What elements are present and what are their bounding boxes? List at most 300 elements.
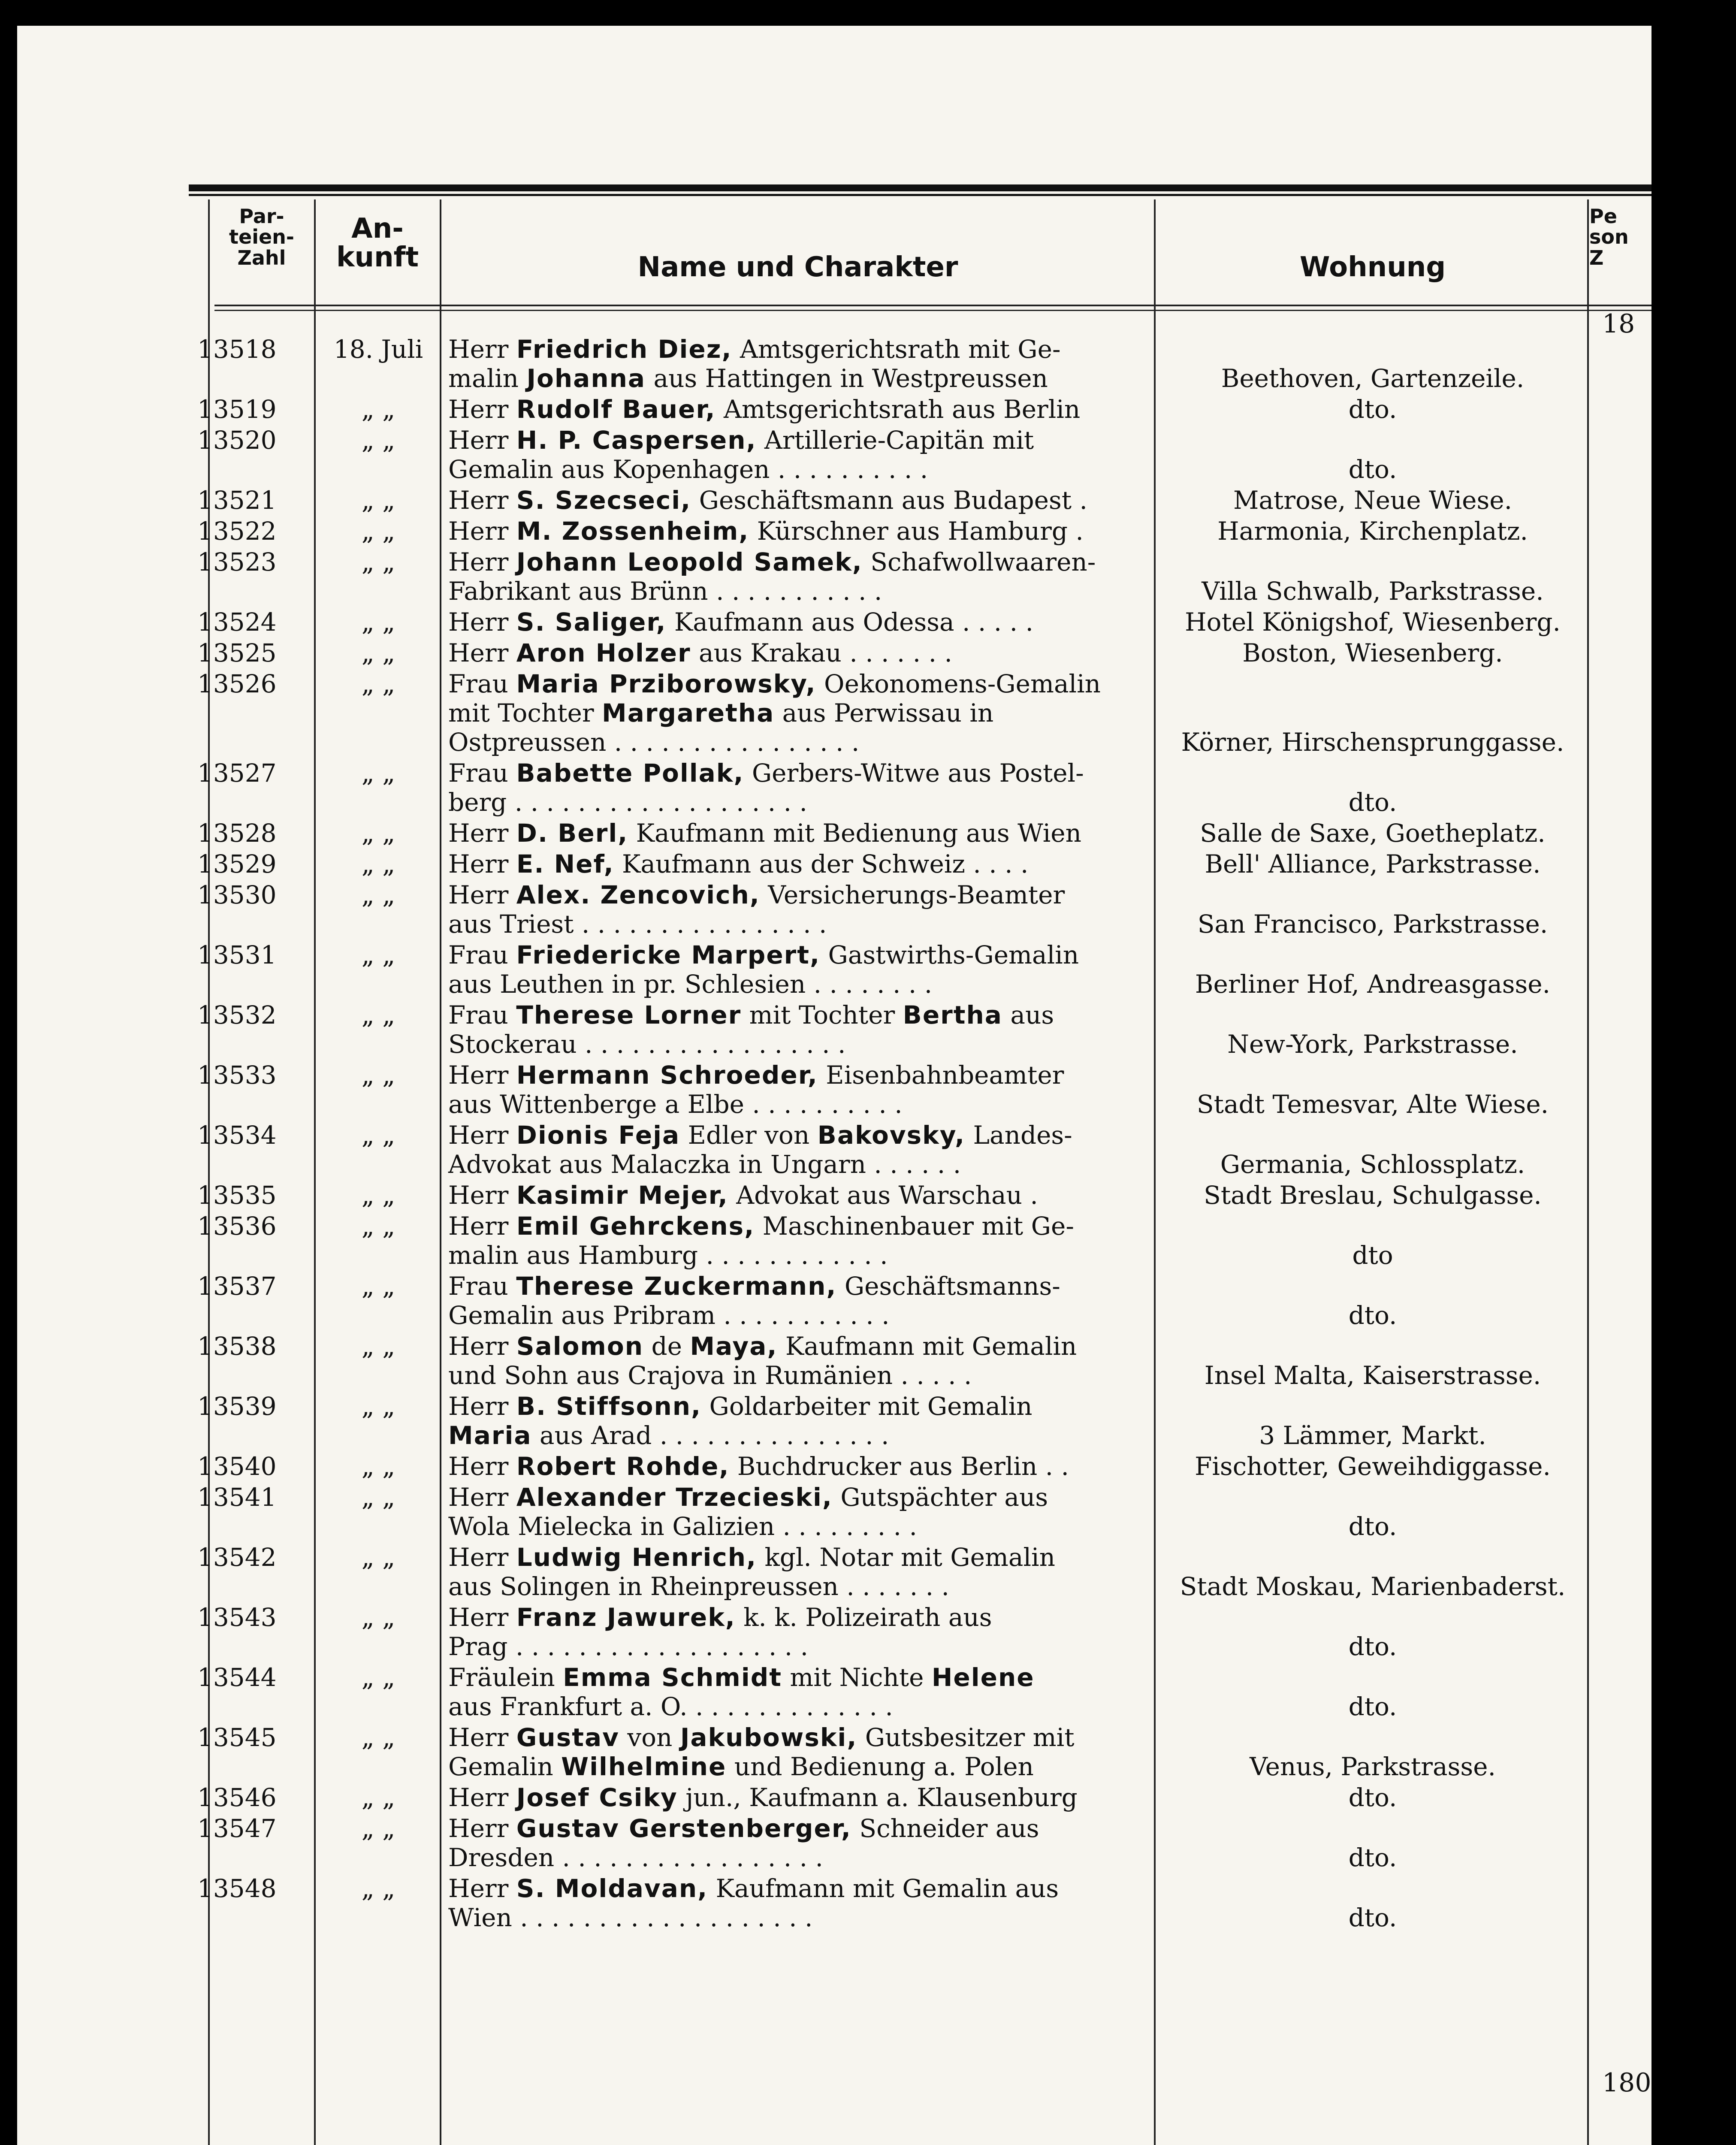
scan-edge <box>1651 0 1736 2145</box>
header-text: son <box>1589 225 1629 249</box>
entry-text: Advokat aus Warschau . <box>728 1181 1038 1210</box>
wohnung: dto. <box>1348 788 1397 817</box>
table-row <box>17 1332 1651 1390</box>
entry-line <box>448 970 1152 999</box>
entry-line <box>448 1421 1152 1450</box>
person-name: Alexander Trzecieski, <box>516 1483 833 1512</box>
entry-line <box>448 1030 1152 1059</box>
ankunft: „ „ <box>361 819 396 848</box>
entry-line <box>448 1000 1152 1030</box>
parteien-zahl: 13541 <box>197 1483 277 1512</box>
wohnung: Germania, Schlossplatz. <box>1220 1150 1525 1179</box>
name-und-charakter <box>448 607 1152 637</box>
entry-text: aus Triest . . . . . . . . . . . . . . . . <box>448 909 827 939</box>
header-rule <box>214 305 1651 306</box>
wohnung: Fischotter, Geweihdiggasse. <box>1195 1452 1551 1481</box>
ankunft: „ „ <box>361 880 396 909</box>
name-und-charakter <box>448 849 1152 879</box>
person-name: Margaretha <box>602 698 775 728</box>
entry-text: jun., Kaufmann a. Klausenburg <box>677 1783 1078 1812</box>
wohnung: dto. <box>1348 395 1397 424</box>
wohnung: Villa Schwalb, Parkstrasse. <box>1202 577 1544 606</box>
entry-text: Geschäftsmann aus Budapest . <box>691 486 1087 515</box>
name-und-charakter <box>448 1272 1152 1330</box>
table-row <box>17 1121 1651 1179</box>
ankunft: „ „ <box>361 547 396 577</box>
entry-text: Herr <box>448 1332 516 1361</box>
name-und-charakter <box>448 819 1152 848</box>
ankunft: „ „ <box>361 1211 396 1241</box>
name-und-charakter <box>448 335 1152 393</box>
name-und-charakter <box>448 1723 1152 1781</box>
entry-text: Herr <box>448 849 516 879</box>
table-row <box>17 1483 1651 1541</box>
entry-text: Schneider aus <box>851 1814 1039 1843</box>
parteien-zahl: 13535 <box>197 1181 277 1210</box>
person-name: Therese Zuckermann, <box>516 1272 837 1301</box>
person-name: Maria <box>448 1421 532 1450</box>
entry-text: mit Nichte <box>782 1663 932 1692</box>
entry-text: aus Wittenberge a Elbe . . . . . . . . . . <box>448 1090 903 1119</box>
entry-line <box>448 1572 1152 1601</box>
wohnung: Beethoven, Gartenzeile. <box>1221 364 1525 393</box>
entry-text: Kaufmann mit Bedienung aus Wien <box>628 819 1081 848</box>
table-row <box>17 638 1651 668</box>
entry-text: Herr <box>448 1603 516 1632</box>
person-name: Helene <box>931 1663 1035 1692</box>
parteien-zahl: 13528 <box>197 819 277 848</box>
table-row <box>17 1392 1651 1450</box>
entry-line <box>448 1241 1152 1270</box>
person-name: Johanna <box>526 364 646 393</box>
entry-text: Herr <box>448 1452 516 1481</box>
ankunft: „ „ <box>361 1543 396 1572</box>
entry-text: Buchdrucker aus Berlin . . <box>729 1452 1069 1481</box>
entry-text: aus Leuthen in pr. Schlesien . . . . . . . . <box>448 970 933 999</box>
entry-text: Herr <box>448 547 516 577</box>
margin-number-bottom: 180 <box>1602 2068 1651 2098</box>
parteien-zahl: 13536 <box>197 1211 277 1241</box>
wohnung: Insel Malta, Kaiserstrasse. <box>1204 1361 1541 1390</box>
table-row <box>17 1211 1651 1270</box>
entry-text: Herr <box>448 1060 516 1090</box>
parteien-zahl: 13533 <box>197 1060 277 1090</box>
table-row <box>17 1181 1651 1210</box>
entry-line <box>448 1121 1152 1150</box>
entry-text: aus Frankfurt a. O. . . . . . . . . . . . . . <box>448 1692 893 1721</box>
parteien-zahl: 13525 <box>197 638 277 668</box>
entry-text: malin aus Hamburg . . . . . . . . . . . . <box>448 1241 888 1270</box>
table-row <box>17 758 1651 817</box>
person-name: Josef Csiky <box>516 1783 678 1812</box>
parteien-zahl: 13527 <box>197 758 277 788</box>
ankunft: „ „ <box>361 395 396 424</box>
entry-text: Kaufmann mit Gemalin aus <box>708 1874 1059 1903</box>
name-und-charakter <box>448 547 1152 606</box>
wohnung: New-York, Parkstrasse. <box>1227 1030 1518 1059</box>
entry-text: aus Solingen in Rheinpreussen . . . . . . . <box>448 1572 949 1601</box>
table-row <box>17 819 1651 848</box>
table-row <box>17 1272 1651 1330</box>
entry-text: Geschäftsmanns- <box>836 1272 1060 1301</box>
entry-text: aus <box>1002 1000 1054 1030</box>
entry-text: von <box>619 1723 680 1752</box>
entry-line <box>448 364 1152 393</box>
name-und-charakter <box>448 1392 1152 1450</box>
entry-text: Gemalin aus Pribram . . . . . . . . . . . <box>448 1301 890 1330</box>
name-und-charakter <box>448 1814 1152 1872</box>
header-rule-thin <box>214 310 1651 311</box>
person-name: S. Moldavan, <box>516 1874 708 1903</box>
name-und-charakter <box>448 426 1152 484</box>
parteien-zahl: 13526 <box>197 669 277 698</box>
entry-line <box>448 1090 1152 1119</box>
entry-line <box>448 1632 1152 1661</box>
entry-text: Gastwirths-Gemalin <box>820 940 1079 970</box>
name-und-charakter <box>448 669 1152 757</box>
name-und-charakter <box>448 517 1152 546</box>
name-und-charakter <box>448 1663 1152 1721</box>
entry-line <box>448 1603 1152 1632</box>
ankunft: „ „ <box>361 1663 396 1692</box>
entry-text: de <box>643 1332 690 1361</box>
parteien-zahl: 13538 <box>197 1332 277 1361</box>
top-rule <box>189 184 1651 191</box>
person-name: Bertha <box>903 1000 1002 1030</box>
wohnung: Körner, Hirschensprunggasse. <box>1181 728 1564 757</box>
parteien-zahl: 13532 <box>197 1000 277 1030</box>
entry-text: Herr <box>448 1121 516 1150</box>
entry-line <box>448 1783 1152 1812</box>
name-und-charakter <box>448 1000 1152 1059</box>
person-name: Therese Lorner <box>516 1000 742 1030</box>
header-text: Z <box>1589 246 1604 269</box>
entry-text: Herr <box>448 1483 516 1512</box>
entry-text: Maschinenbauer mit Ge- <box>755 1211 1074 1241</box>
person-name: Aron Holzer <box>516 638 691 668</box>
entry-line <box>448 1301 1152 1330</box>
person-name: Hermann Schroeder, <box>516 1060 818 1090</box>
entry-line <box>448 1814 1152 1843</box>
wohnung: San Francisco, Parkstrasse. <box>1197 909 1548 939</box>
name-und-charakter <box>448 1211 1152 1270</box>
ankunft: „ „ <box>361 1332 396 1361</box>
name-und-charakter <box>448 940 1152 999</box>
ankunft: „ „ <box>361 517 396 546</box>
entry-text: Frau <box>448 940 516 970</box>
entry-text: Herr <box>448 1181 516 1210</box>
parteien-zahl: 13529 <box>197 849 277 879</box>
wohnung: Berliner Hof, Andreasgasse. <box>1195 970 1551 999</box>
ankunft: „ „ <box>361 607 396 637</box>
entry-text: Ostpreussen . . . . . . . . . . . . . . . . <box>448 728 860 757</box>
parteien-zahl: 13548 <box>197 1874 277 1903</box>
table-row <box>17 486 1651 515</box>
parteien-zahl: 13544 <box>197 1663 277 1692</box>
parteien-zahl: 13518 <box>197 335 277 364</box>
ankunft: „ „ <box>361 849 396 879</box>
entry-text: Wola Mielecka in Galizien . . . . . . . . . <box>448 1512 917 1541</box>
entry-text: Gemalin aus Kopenhagen . . . . . . . . . . <box>448 455 928 484</box>
parteien-zahl: 13523 <box>197 547 277 577</box>
table-row <box>17 607 1651 637</box>
entry-line <box>448 728 1152 757</box>
entry-text: Kaufmann aus der Schweiz . . . . <box>614 849 1029 879</box>
table-row <box>17 1783 1651 1812</box>
entry-line <box>448 1272 1152 1301</box>
entry-line <box>448 1543 1152 1572</box>
entry-text: Gutspächter aus <box>832 1483 1048 1512</box>
entry-text: Amtsgerichtsrath mit Ge- <box>732 335 1061 364</box>
header-text: An- <box>351 213 404 245</box>
person-name: S. Szecseci, <box>516 486 691 515</box>
entry-line <box>448 577 1152 606</box>
entry-text: Schafwollwaaren- <box>862 547 1096 577</box>
table-row <box>17 1452 1651 1481</box>
ankunft: „ „ <box>361 486 396 515</box>
table-row <box>17 940 1651 999</box>
header-text: kunft <box>336 242 419 274</box>
entry-text: und Bedienung a. Polen <box>726 1752 1034 1781</box>
register-page <box>17 26 1651 2145</box>
person-name: Jakubowski, <box>680 1723 857 1752</box>
person-name: Alex. Zencovich, <box>516 880 760 909</box>
wohnung: Salle de Saxe, Goetheplatz. <box>1200 819 1546 848</box>
table-row <box>17 1874 1651 1932</box>
person-name: Emma Schmidt <box>563 1663 782 1692</box>
entry-line <box>448 426 1152 455</box>
entry-text: Herr <box>448 638 516 668</box>
person-name: Robert Rohde, <box>516 1452 730 1481</box>
person-name: Maria Prziborowsky, <box>516 669 816 698</box>
entry-text: aus Krakau . . . . . . . <box>691 638 952 668</box>
name-und-charakter <box>448 1121 1152 1179</box>
person-name: Babette Pollak, <box>516 758 744 788</box>
entry-text: malin <box>448 364 527 393</box>
table-row <box>17 1543 1651 1601</box>
wohnung: Matrose, Neue Wiese. <box>1233 486 1513 515</box>
entry-text: Frau <box>448 758 516 788</box>
name-und-charakter <box>448 1060 1152 1119</box>
entry-line <box>448 1060 1152 1090</box>
entry-line <box>448 940 1152 970</box>
person-name: Franz Jawurek, <box>516 1603 736 1632</box>
entry-text: mit Tochter <box>741 1000 903 1030</box>
entry-text: Oekonomens-Gemalin <box>816 669 1101 698</box>
entry-line <box>448 395 1152 424</box>
entry-text: Herr <box>448 335 516 364</box>
person-name: D. Berl, <box>516 819 628 848</box>
person-name: Rudolf Bauer, <box>516 395 716 424</box>
ankunft: „ „ <box>361 638 396 668</box>
margin-number-top: 18 <box>1602 309 1635 339</box>
name-und-charakter <box>448 1483 1152 1541</box>
ankunft: „ „ <box>361 1452 396 1481</box>
entry-line <box>448 1663 1152 1692</box>
ankunft: „ „ <box>361 1483 396 1512</box>
entry-text: Herr <box>448 486 516 515</box>
entry-line <box>448 607 1152 637</box>
entry-text: Herr <box>448 395 516 424</box>
entry-line <box>448 547 1152 577</box>
person-name: M. Zossenheim, <box>516 517 749 546</box>
entry-text: mit Tochter <box>448 698 602 728</box>
entry-line <box>448 1211 1152 1241</box>
parteien-zahl: 13522 <box>197 517 277 546</box>
ankunft: „ „ <box>361 1392 396 1421</box>
entry-text: Herr <box>448 819 516 848</box>
parteien-zahl: 13520 <box>197 426 277 455</box>
entry-text: Herr <box>448 607 516 637</box>
name-und-charakter <box>448 486 1152 515</box>
entry-text: Kürschner aus Hamburg . <box>749 517 1084 546</box>
wohnung: 3 Lämmer, Markt. <box>1259 1421 1486 1450</box>
parteien-zahl: 13540 <box>197 1452 277 1481</box>
entry-text: Prag . . . . . . . . . . . . . . . . . . . <box>448 1632 809 1661</box>
table-row <box>17 1663 1651 1721</box>
table-row <box>17 335 1651 393</box>
ankunft: „ „ <box>361 1814 396 1843</box>
parteien-zahl: 13542 <box>197 1543 277 1572</box>
entry-text: Gutsbesitzer mit <box>857 1723 1075 1752</box>
ankunft: „ „ <box>361 426 396 455</box>
table-row <box>17 1000 1651 1059</box>
entry-line <box>448 486 1152 515</box>
header-text: Par- <box>239 205 284 228</box>
entry-line <box>448 1752 1152 1781</box>
entry-text: Edler von <box>680 1121 818 1150</box>
parteien-zahl: 13534 <box>197 1121 277 1150</box>
wohnung: Harmonia, Kirchenplatz. <box>1217 517 1528 546</box>
person-name: S. Saliger, <box>516 607 667 637</box>
entry-text: Goldarbeiter mit Gemalin <box>701 1392 1033 1421</box>
wohnung: dto. <box>1348 455 1397 484</box>
person-name: Gustav Gerstenberger, <box>516 1814 851 1843</box>
entry-text: Gemalin <box>448 1752 562 1781</box>
entry-line <box>448 1692 1152 1721</box>
entry-line <box>448 1392 1152 1421</box>
entry-text: Advokat aus Malaczka in Ungarn . . . . . . <box>448 1150 961 1179</box>
wohnung: Venus, Parkstrasse. <box>1250 1752 1496 1781</box>
entry-line <box>448 788 1152 817</box>
entry-text: Fabrikant aus Brünn . . . . . . . . . . . <box>448 577 882 606</box>
header-name-charakter: Name und Charakter <box>637 251 958 283</box>
entry-line <box>448 1483 1152 1512</box>
parteien-zahl: 13519 <box>197 395 277 424</box>
entry-text: Herr <box>448 1874 516 1903</box>
table-row <box>17 1814 1651 1872</box>
entry-text: Versicherungs-Beamter <box>760 880 1065 909</box>
wohnung: Boston, Wiesenberg. <box>1242 638 1503 668</box>
entry-text: aus Perwissau in <box>774 698 994 728</box>
name-und-charakter <box>448 1874 1152 1932</box>
entry-line <box>448 849 1152 879</box>
parteien-zahl: 13537 <box>197 1272 277 1301</box>
name-und-charakter <box>448 395 1152 424</box>
name-und-charakter <box>448 1452 1152 1481</box>
entry-text: Herr <box>448 1783 516 1812</box>
parteien-zahl: 13521 <box>197 486 277 515</box>
entry-text: Kaufmann aus Odessa . . . . . <box>666 607 1033 637</box>
entry-text: Dresden . . . . . . . . . . . . . . . . . <box>448 1843 823 1872</box>
person-name: Wilhelmine <box>561 1752 727 1781</box>
parteien-zahl: 13545 <box>197 1723 277 1752</box>
wohnung: dto. <box>1348 1783 1397 1812</box>
entry-text: Herr <box>448 1211 516 1241</box>
ankunft: „ „ <box>361 1121 396 1150</box>
entry-text: Fräulein <box>448 1663 563 1692</box>
ankunft: „ „ <box>361 1723 396 1752</box>
person-name: Kasimir Mejer, <box>516 1181 728 1210</box>
entry-line <box>448 1181 1152 1210</box>
table-row <box>17 426 1651 484</box>
entry-text: Stockerau . . . . . . . . . . . . . . . . . <box>448 1030 846 1059</box>
person-name: Friedrich Diez, <box>516 335 732 364</box>
parteien-zahl: 13539 <box>197 1392 277 1421</box>
entry-line <box>448 1874 1152 1903</box>
wohnung: dto. <box>1348 1301 1397 1330</box>
name-und-charakter <box>448 1603 1152 1661</box>
table-row <box>17 547 1651 606</box>
ankunft: „ „ <box>361 669 396 698</box>
wohnung: Hotel Königshof, Wiesenberg. <box>1185 607 1561 637</box>
entry-text: Herr <box>448 517 516 546</box>
ankunft: „ „ <box>361 1603 396 1632</box>
header-text: Pe <box>1589 205 1617 228</box>
person-name: Bakovsky, <box>817 1121 966 1150</box>
name-und-charakter <box>448 880 1152 939</box>
entry-line <box>448 669 1152 698</box>
entry-text: Wien . . . . . . . . . . . . . . . . . . . <box>448 1903 813 1932</box>
ankunft: „ „ <box>361 1181 396 1210</box>
name-und-charakter <box>448 1783 1152 1812</box>
table-row <box>17 880 1651 939</box>
entry-line <box>448 638 1152 668</box>
wohnung: Stadt Moskau, Marienbaderst. <box>1180 1572 1566 1601</box>
ankunft: „ „ <box>361 1874 396 1903</box>
name-und-charakter <box>448 758 1152 817</box>
wohnung: dto <box>1352 1241 1393 1270</box>
entry-text: Eisenbahnbeamter <box>818 1060 1064 1090</box>
entry-text: und Sohn aus Crajova in Rumänien . . . . . <box>448 1361 972 1390</box>
entry-text: Herr <box>448 1814 516 1843</box>
entry-line <box>448 1723 1152 1752</box>
entry-text: Landes- <box>965 1121 1072 1150</box>
person-name: B. Stiffsonn, <box>516 1392 702 1421</box>
entry-line <box>448 909 1152 939</box>
person-name: Maya, <box>690 1332 778 1361</box>
header-text: teien- <box>229 225 294 249</box>
header-wohnung: Wohnung <box>1299 251 1446 283</box>
wohnung: dto. <box>1348 1512 1397 1541</box>
name-und-charakter <box>448 1543 1152 1601</box>
entry-line <box>448 1903 1152 1932</box>
entry-line <box>448 1843 1152 1872</box>
person-name: Emil Gehrckens, <box>516 1211 755 1241</box>
person-name: Ludwig Henrich, <box>516 1543 757 1572</box>
header-parteien-zahl <box>212 206 311 268</box>
parteien-zahl: 13543 <box>197 1603 277 1632</box>
person-name: H. P. Caspersen, <box>516 426 757 455</box>
entry-text: Herr <box>448 880 516 909</box>
person-name: E. Nef, <box>516 849 614 879</box>
header-text: Zahl <box>237 246 286 269</box>
entry-line <box>448 1332 1152 1361</box>
ankunft: „ „ <box>361 758 396 788</box>
entry-text: kgl. Notar mit Gemalin <box>757 1543 1055 1572</box>
ankunft: „ „ <box>361 940 396 970</box>
entry-line <box>448 1150 1152 1179</box>
